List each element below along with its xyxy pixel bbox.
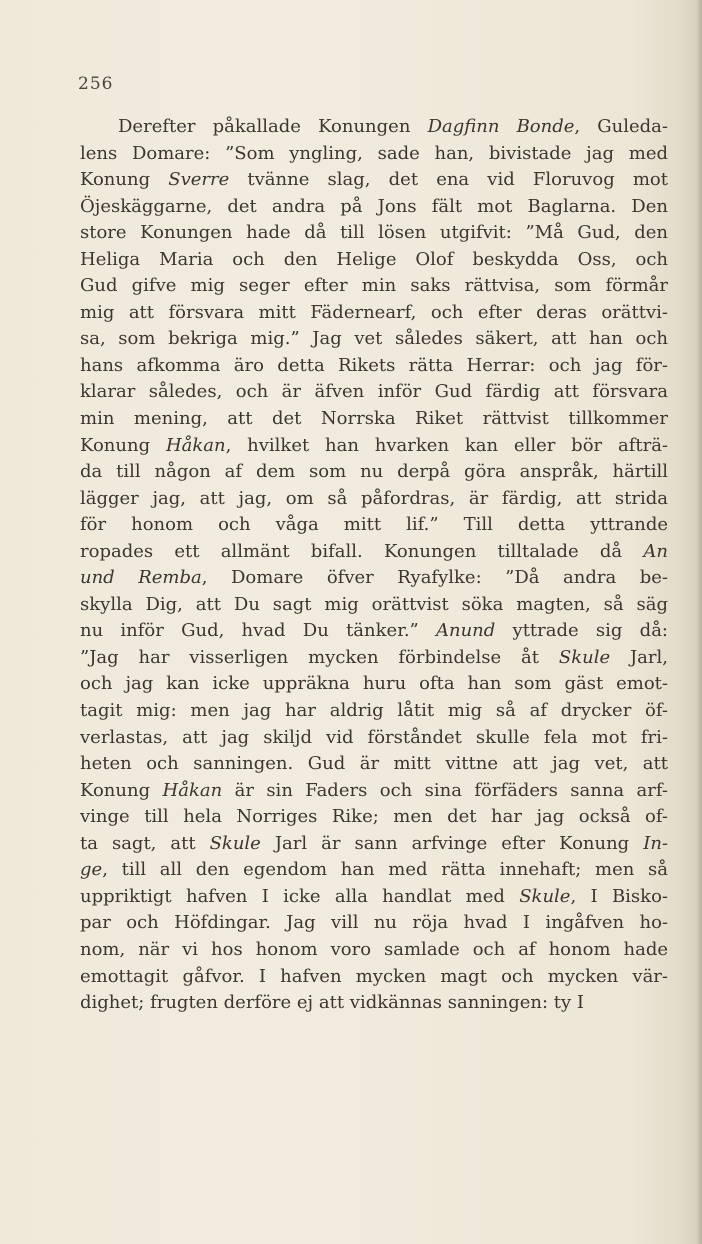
text-line <box>80 618 668 645</box>
text-run: nu inför Gud, hvad Du tänker.” <box>80 620 436 642</box>
text-run: Anund <box>435 620 496 642</box>
text-run: und Remba <box>80 567 202 589</box>
text-run: Gud gifve mig seger efter min saks rättvisa, som förmår <box>80 275 668 297</box>
text-run: för honom och våga mitt lif.” Till detta yttrande <box>80 514 668 536</box>
text-run: Heliga Maria och den Helige Olof beskydda Oss, och <box>80 248 668 270</box>
text-line <box>80 671 668 698</box>
text-run: , I Bisko- <box>570 885 668 907</box>
text-run: In- <box>643 832 668 854</box>
text-line <box>80 698 668 725</box>
text-run: vinge till hela Norriges Rike; men det har jag också of- <box>80 806 668 828</box>
text-line <box>80 831 668 858</box>
text-line <box>80 353 668 380</box>
text-run: , hvilket han hvarken kan eller bör afträ- <box>225 434 668 456</box>
page-edge <box>696 0 702 1244</box>
text-run: min mening, att det Norrska Riket rättvist tillkommer <box>80 408 668 430</box>
text-line <box>80 725 668 752</box>
text-line <box>80 565 668 592</box>
text-line <box>80 300 668 327</box>
text-run: , Guleda- <box>574 116 668 137</box>
text-run: store Konungen hade då till lösen utgifvit: ”Må Gud, den <box>80 222 668 244</box>
text-run: ge <box>80 859 103 881</box>
text-run: Jarl är sann arfvinge efter Konung <box>260 832 644 854</box>
text-run: tvänne slag, det ena vid Floruvog mot <box>229 169 668 191</box>
text-run: Skule <box>209 832 261 854</box>
page-number: 256 <box>78 74 114 94</box>
text-line <box>80 645 668 672</box>
text-run: Håkan <box>165 434 226 456</box>
text-run: emottagit gåfvor. I hafven mycken magt och mycken vär- <box>80 965 668 987</box>
text-run: ropades ett allmänt bifall. Konungen tilltalade då <box>80 540 644 562</box>
text-run: Jarl, <box>610 646 668 668</box>
text-run: verlastas, att jag skiljd vid förståndet skulle fela mot fri- <box>80 726 668 748</box>
text-run: Dagfinn Bonde <box>427 116 575 137</box>
text-run: dighet; frugten derföre ej att vidkännas sanningen: ty I <box>80 992 585 1014</box>
text-run: skylla Dig, att Du sagt mig orättvist söka magten, så säg <box>80 593 668 615</box>
text-line <box>80 857 668 884</box>
text-run: klarar således, och är äfven inför Gud färdig att försvara <box>80 381 668 403</box>
text-run: da till någon af dem som nu derpå göra anspråk, härtill <box>80 461 668 483</box>
text-line <box>80 990 668 1017</box>
text-run: hans afkomma äro detta Rikets rätta Herrar: och jag för- <box>80 354 668 376</box>
text-line <box>80 751 668 778</box>
text-line <box>80 539 668 566</box>
text-run: heten och sanningen. Gud är mitt vittne att jag vet, att <box>80 753 668 775</box>
text-line <box>80 167 668 194</box>
text-run: lens Domare: ”Som yngling, sade han, bivistade jag med <box>80 142 668 164</box>
text-run: Öjeskäggarne, det andra på Jons fält mot Baglarna. Den <box>80 195 668 217</box>
text-run: An <box>643 540 668 562</box>
text-line <box>80 379 668 406</box>
text-line <box>80 114 668 141</box>
body-text <box>80 114 668 1017</box>
text-line <box>80 326 668 353</box>
text-run: Skule <box>519 885 571 907</box>
text-line <box>80 937 668 964</box>
text-run: och jag kan icke uppräkna huru ofta han som gäst emot- <box>80 673 668 695</box>
text-run: uppriktigt hafven I icke alla handlat med <box>80 885 520 907</box>
text-line <box>80 512 668 539</box>
text-line <box>80 804 668 831</box>
text-run: Sverre <box>168 169 230 191</box>
text-line <box>80 141 668 168</box>
text-run: sa, som bekriga mig.” Jag vet således säkert, att han och <box>80 328 668 350</box>
text-line <box>80 433 668 460</box>
text-run: ”Jag har visserligen mycken förbindelse åt <box>80 646 559 668</box>
text-line <box>80 884 668 911</box>
text-run: tagit mig: men jag har aldrig låtit mig så af drycker öf- <box>80 700 668 722</box>
text-run: lägger jag, att jag, om så påfordras, är färdig, att strida <box>80 487 668 509</box>
text-line <box>80 964 668 991</box>
text-run: Håkan <box>162 779 223 801</box>
text-run: nom, när vi hos honom voro samlade och af honom hade <box>80 938 668 960</box>
text-line <box>80 247 668 274</box>
text-line <box>80 592 668 619</box>
text-run: par och Höfdingar. Jag vill nu röja hvad I ingåfven ho- <box>80 912 668 934</box>
text-run: yttrade sig då: <box>495 620 668 642</box>
text-run: Konung <box>80 779 163 801</box>
text-line <box>80 273 668 300</box>
text-line <box>80 486 668 513</box>
text-line <box>80 220 668 247</box>
text-line <box>80 778 668 805</box>
text-run: , till all den egendom han med rätta innehaft; men så <box>102 859 668 881</box>
text-run: , Domare öfver Ryafylke: ”Då andra be- <box>201 567 668 589</box>
text-run: ta sagt, att <box>80 832 210 854</box>
text-run: är sin Faders och sina förfäders sanna arf- <box>222 779 668 801</box>
text-line <box>80 406 668 433</box>
text-run: mig att försvara mitt Fädernearf, och efter deras orättvi- <box>80 301 668 323</box>
text-line <box>80 459 668 486</box>
text-run: Derefter påkallade Konungen <box>118 116 428 137</box>
text-run: Konung <box>80 169 169 191</box>
text-run: Konung <box>80 434 166 456</box>
text-line <box>80 910 668 937</box>
text-run: Skule <box>558 646 611 668</box>
text-line <box>80 194 668 221</box>
